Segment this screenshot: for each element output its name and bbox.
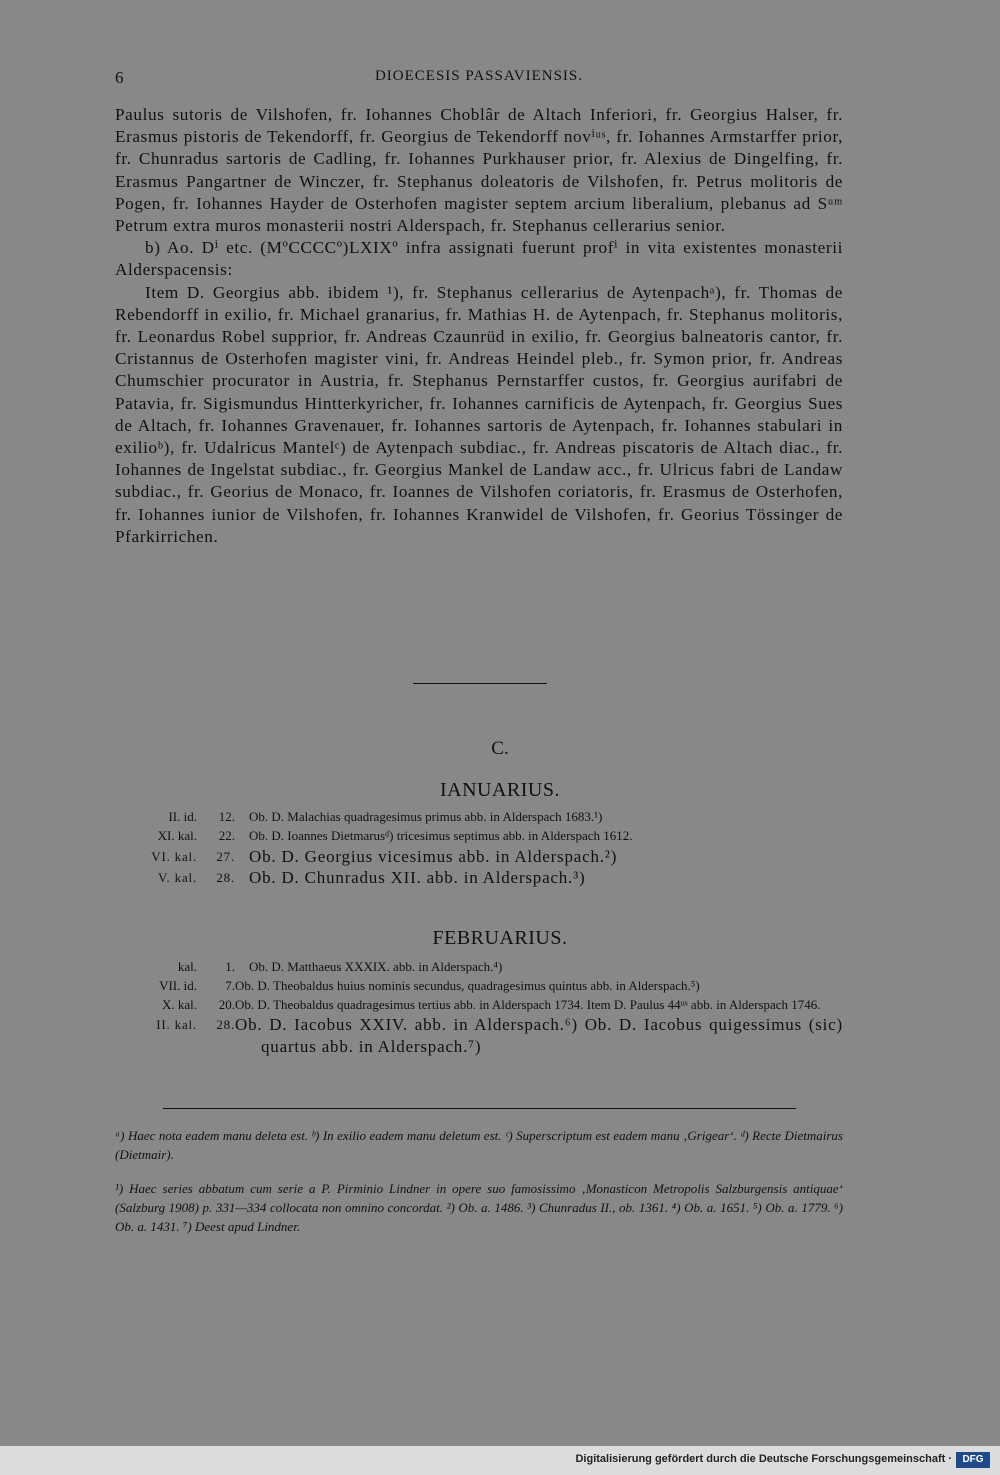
funding-notice: Digitalisierung gefördert durch die Deutsche Forschungsgemeinschaft · [575, 1453, 952, 1465]
entry-day: 12. [218, 809, 235, 824]
calendar-entry [115, 867, 843, 889]
letter-footnotes [115, 1127, 843, 1165]
section-letter: C. [491, 738, 509, 759]
month-heading-february: FEBRUARIUS. [432, 927, 568, 949]
entry-day: 7. [225, 977, 235, 993]
entry-date: X. kal. [161, 996, 197, 1012]
entry-date: XI. kal. [157, 827, 197, 843]
entry-text: Ob. D. Ioannes Dietmarusᵈ) tricesimus septimus abb. in Alderspach 1612. [249, 827, 633, 843]
entry-text: Ob. D. Iacobus XXIV. abb. in Alderspach.⁶) Ob. D. Iacobus quigessimus (sic) quartus abb. in Alderspach.⁷) [235, 1015, 843, 1056]
calendar-entry [115, 958, 843, 977]
entry-date: VII. id. [159, 977, 197, 993]
dfg-logo: DFG [956, 1452, 990, 1468]
footnote-divider [163, 1108, 796, 1109]
number-footnotes [115, 1180, 843, 1236]
calendar-entry [115, 846, 843, 868]
page-number: 6 [115, 68, 124, 87]
page-header [115, 68, 843, 92]
entry-date: kal. [177, 959, 197, 974]
calendar-entry [115, 827, 843, 846]
calendar-entry [115, 977, 843, 996]
paragraph-2: b) Ao. Dⁱ etc. (MºCCCCº)LXIXº infra assignati fuerunt profⁱ in vita existentes monasterii Alderspacensis: [115, 238, 843, 280]
entry-text: Ob. D. Theobaldus huius nominis secundus, quadragesimus quintus abb. in Alderspach.⁵) [235, 977, 700, 993]
february-entries [115, 958, 843, 1057]
entry-text: Ob. D. Georgius vicesimus abb. in Alderspach.²) [249, 846, 618, 866]
entry-text: Ob. D. Theobaldus quadragesimus tertius abb. in Alderspach 1734. Item D. Paulus 44ᵘˢ abb. in Alderspach 1746. [235, 996, 821, 1012]
entry-day: 1. [225, 959, 235, 974]
entry-day: 28. [216, 870, 235, 886]
entry-text: Ob. D. Malachias quadragesimus primus abb. in Alderspach 1683.¹) [249, 809, 603, 824]
main-text [115, 104, 843, 548]
footnote-block-numbers: ¹) Haec series abbatum cum serie a P. Pirminio Lindner in opere suo famosissimo ‚Monasticon Metropolis Salzburgensis antiquae‘ (Salzburg 1908) p. 331—334 collocata non omnino concordat. ²) Ob. a. 1486. ³) Chunradus II., ob. 1361. ⁴) Ob. a. 1651. ⁵) Ob. a. 1779. ⁶) Ob. a. 1431. ⁷) Deest apud Lindner. [115, 1181, 843, 1234]
entry-text: Ob. D. Matthaeus XXXIX. abb. in Alderspach.⁴) [249, 959, 503, 974]
entry-date: VI. kal. [151, 848, 197, 864]
footnote-block-letters: ᵃ) Haec nota eadem manu deleta est. ᵇ) In exilio eadem manu deletum est. ᶜ) Superscriptum est eadem manu ‚Grigear‘. ᵈ) Recte Dietmairus (Dietmair). [115, 1128, 843, 1162]
footer-bar [0, 1446, 1000, 1475]
paragraph-3: Item D. Georgius abb. ibidem ¹), fr. Stephanus cellerarius de Aytenpachᵃ), fr. Thomas de Rebendorff in exilio, fr. Michael granarius, fr. Mathias H. de Aytenpach, fr. Stephanus molitoris, fr. Leonardus Robel supprior, fr. Andreas Czaunrüd in exilio, fr. Georgius balneatoris cantor, fr. Cristannus de Osterhofen magister vini, fr. Andreas Heindel pleb., fr. Symon prior, fr. Andreas Chumschier procurator in Austria, fr. Stephanus Pernstarffer custos, fr. Georgius aurifabri de Patavia, fr. Sigismundus Hintterkyricher, fr. Iohannes carnificis de Aytenpach, fr. Georgius Sues de Altach, fr. Iohannes Gravenauer, fr. Iohannes sartoris de Aytenpach, fr. Iohannes stabulari in exilioᵇ), fr. Udalricus Mantelᶜ) de Aytenpach subdiac., fr. Andreas piscatoris de Altach diac., fr. Iohannes de Ingelstat subdiac., fr. Georgius Mankel de Landaw acc., fr. Ulricus fabri de Landaw subdiac., fr. Georius de Monaco, fr. Ioannes de Vilshofen coriatoris, fr. Erasmus de Osterhofen, fr. Iohannes iunior de Vilshofen, fr. Iohannes Kranwidel de Vilshofen, fr. Georius Tössinger de Pfarkirrichen. [115, 282, 843, 546]
running-title: DIOECESIS PASSAVIENSIS. [374, 68, 584, 84]
entry-day: 20. [218, 996, 235, 1012]
calendar-entry [115, 1014, 843, 1057]
entry-day: 28. [216, 1017, 235, 1033]
entry-date: II. kal. [156, 1017, 197, 1033]
entry-day: 22. [218, 827, 235, 843]
paragraph-1: Paulus sutoris de Vilshofen, fr. Iohannes Choblâr de Altach Inferiori, fr. Georgius Halser, fr. Erasmus pistoris de Tekendorff, fr. Georgius de Tekendorff novⁱᵘˢ, fr. Iohannes Armstarffer prior, fr. Chunradus sartoris de Cadling, fr. Iohannes Purkhauser prior, fr. Alexius de Dingelfing, fr. Erasmus Pangartner de Winczer, fr. Stephanus doleatoris de Vilshofen, fr. Petrus molitoris de Pogen, fr. Iohannes Hayder de Osterhofen magister septem arcium liberalium, plebanus ad Sᵘᵐ Petrum extra muros monasterii nostri Alderspach, fr. Stephanus cellerarius senior. [115, 105, 843, 236]
section-divider [413, 683, 547, 684]
calendar-entry [115, 996, 843, 1015]
entry-day: 27. [216, 848, 235, 864]
entry-text: Ob. D. Chunradus XII. abb. in Alderspach.³) [249, 868, 586, 888]
entry-date: V. kal. [158, 870, 197, 886]
january-entries [115, 808, 843, 889]
entry-date: II. id. [168, 809, 197, 824]
calendar-entry [115, 808, 843, 827]
month-heading-january: IANUARIUS. [440, 779, 560, 801]
